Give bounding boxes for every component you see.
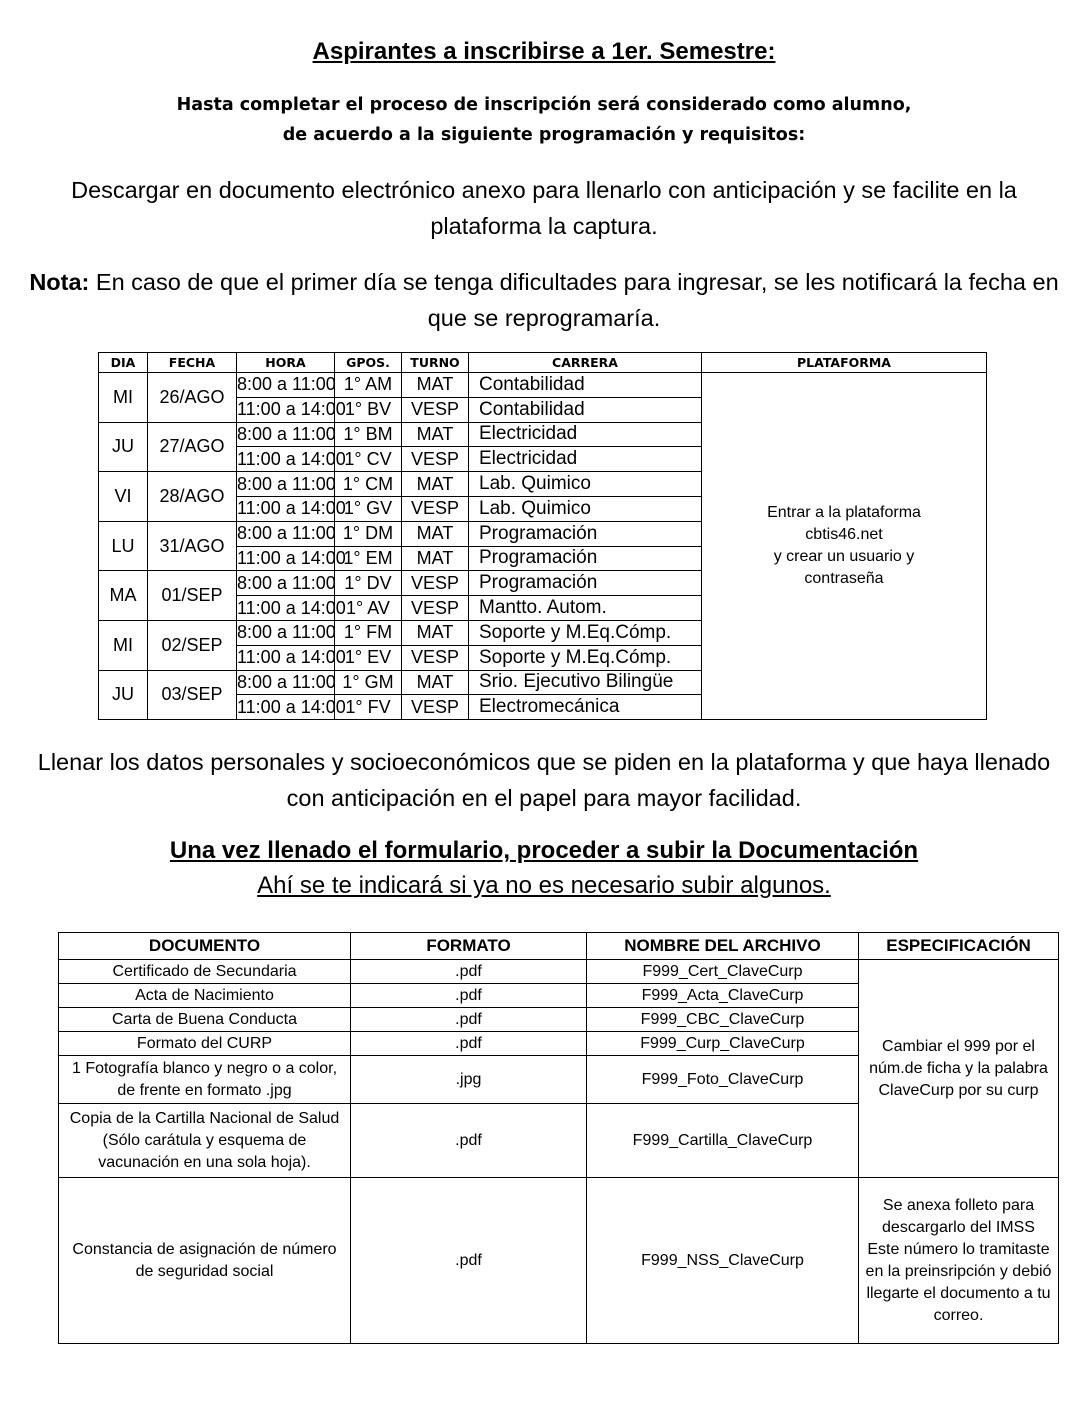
carrera-cell: Lab. Quimico (469, 496, 702, 521)
turno-cell: VESP (402, 571, 469, 596)
schedule-table (98, 352, 987, 720)
carrera-cell: Programación (469, 521, 702, 546)
turno-cell: MAT (402, 373, 469, 398)
carrera-cell: Programación (469, 546, 702, 571)
carrera-cell: Contabilidad (469, 397, 702, 422)
header-carrera: CARRERA (469, 353, 702, 373)
header-nombre-archivo: NOMBRE DEL ARCHIVO (587, 933, 859, 960)
documento-cell: Acta de Nacimiento (59, 984, 351, 1008)
schedule-header-row (99, 353, 987, 373)
documento-cell: 1 Fotografía blanco y negro o a color, de frente en formato .jpg (59, 1056, 351, 1104)
dia-cell: JU (99, 670, 148, 720)
grupo-cell: 1° EM (335, 546, 402, 571)
dia-cell: VI (99, 472, 148, 522)
fecha-cell: 02/SEP (148, 620, 237, 670)
download-instructions: Descargar en documento electrónico anexo para llenarlo con anticipación y se facilite en la plataforma la captura. (71, 177, 1017, 239)
header-especificacion: ESPECIFICACIÓN (859, 933, 1059, 960)
fecha-cell: 26/AGO (148, 373, 237, 423)
grupo-cell: 1° FM (335, 620, 402, 645)
fill-data-paragraph: Llenar los datos personales y socioeconómicos que se piden en la plataforma y que haya llenado con anticipación en el papel para mayor facilidad. (37, 749, 1051, 811)
turno-cell: MAT (402, 670, 469, 695)
carrera-cell: Srio. Ejecutivo Bilingüe (469, 670, 702, 695)
formato-cell: .pdf (351, 1032, 587, 1056)
archivo-cell: F999_Cartilla_ClaveCurp (587, 1104, 859, 1178)
upload-heading: Una vez llenado el formulario, proceder a subir la Documentación (169, 837, 919, 864)
turno-cell: VESP (402, 447, 469, 472)
grupo-cell: 1° DV (335, 571, 402, 596)
hora-cell: 8:00 a 11:00 (237, 422, 335, 447)
header-plataforma: PLATAFORMA (702, 353, 987, 373)
hora-cell: 11:00 a 14:00 (237, 397, 335, 422)
hora-cell: 8:00 a 11:00 (237, 670, 335, 695)
carrera-cell: Programación (469, 571, 702, 596)
table-row (59, 1178, 1059, 1344)
archivo-cell: F999_Foto_ClaveCurp (587, 1056, 859, 1104)
grupo-cell: 1° FV (335, 695, 402, 720)
subtitle (0, 90, 1088, 150)
documento-cell: Constancia de asignación de número de seguridad social (59, 1178, 351, 1344)
turno-cell: VESP (402, 695, 469, 720)
formato-cell: .pdf (351, 1104, 587, 1178)
fecha-cell: 03/SEP (148, 670, 237, 720)
platform-cell (702, 373, 987, 720)
documents-header-row (59, 933, 1059, 960)
documento-cell: Carta de Buena Conducta (59, 1008, 351, 1032)
grupo-cell: 1° CV (335, 447, 402, 472)
hora-cell: 11:00 a 14:00 (237, 447, 335, 472)
table-row (59, 960, 1059, 984)
turno-cell: MAT (402, 521, 469, 546)
grupo-cell: 1° BV (335, 397, 402, 422)
header-turno: TURNO (402, 353, 469, 373)
formato-cell: .pdf (351, 1008, 587, 1032)
grupo-cell: 1° GV (335, 496, 402, 521)
hora-cell: 11:00 a 14:00 (237, 496, 335, 521)
turno-cell: VESP (402, 596, 469, 621)
grupo-cell: 1° EV (335, 645, 402, 670)
fecha-cell: 31/AGO (148, 521, 237, 571)
hora-cell: 8:00 a 11:00 (237, 620, 335, 645)
fecha-cell: 01/SEP (148, 571, 237, 621)
archivo-cell: F999_NSS_ClaveCurp (587, 1178, 859, 1344)
grupo-cell: 1° AV (335, 596, 402, 621)
archivo-cell: F999_Curp_ClaveCurp (587, 1032, 859, 1056)
dia-cell: MI (99, 620, 148, 670)
turno-cell: VESP (402, 496, 469, 521)
formato-cell: .pdf (351, 1178, 587, 1344)
turno-cell: VESP (402, 397, 469, 422)
upload-subheading: Ahí se te indicará si ya no es necesario subir algunos. (257, 872, 831, 899)
carrera-cell: Mantto. Autom. (469, 596, 702, 621)
header-dia: DIA (99, 353, 148, 373)
turno-cell: MAT (402, 422, 469, 447)
archivo-cell: F999_CBC_ClaveCurp (587, 1008, 859, 1032)
hora-cell: 8:00 a 11:00 (237, 373, 335, 398)
documents-table (58, 932, 1059, 1344)
carrera-cell: Contabilidad (469, 373, 702, 398)
spec-cell: Cambiar el 999 por el núm.de ficha y la palabra ClaveCurp por su curp (859, 960, 1059, 1178)
carrera-cell: Lab. Quimico (469, 472, 702, 497)
header-formato: FORMATO (351, 933, 587, 960)
hora-cell: 8:00 a 11:00 (237, 472, 335, 497)
grupo-cell: 1° DM (335, 521, 402, 546)
turno-cell: MAT (402, 620, 469, 645)
platform-line-4: contraseña (804, 570, 884, 588)
archivo-cell: F999_Acta_ClaveCurp (587, 984, 859, 1008)
fecha-cell: 28/AGO (148, 472, 237, 522)
grupo-cell: 1° AM (335, 373, 402, 398)
grupo-cell: 1° BM (335, 422, 402, 447)
note-label: Nota: (29, 269, 90, 295)
grupo-cell: 1° CM (335, 472, 402, 497)
dia-cell: MA (99, 571, 148, 621)
formato-cell: .jpg (351, 1056, 587, 1104)
subtitle-line-2: de acuerdo a la siguiente programación y requisitos: (282, 125, 806, 145)
carrera-cell: Electricidad (469, 422, 702, 447)
turno-cell: VESP (402, 645, 469, 670)
turno-cell: MAT (402, 546, 469, 571)
header-fecha: FECHA (148, 353, 237, 373)
dia-cell: MI (99, 373, 148, 423)
carrera-cell: Electricidad (469, 447, 702, 472)
note-text: En caso de que el primer día se tenga dificultades para ingresar, se les notificará la fecha en que se reprogramaría. (89, 269, 1059, 331)
fecha-cell: 27/AGO (148, 422, 237, 472)
table-row (99, 373, 987, 398)
hora-cell: 11:00 a 14:00 (237, 546, 335, 571)
note-paragraph (20, 264, 1068, 336)
platform-line-1: Entrar a la plataforma (767, 504, 921, 522)
dia-cell: LU (99, 521, 148, 571)
formato-cell: .pdf (351, 984, 587, 1008)
carrera-cell: Soporte y M.Eq.Cómp. (469, 620, 702, 645)
turno-cell: MAT (402, 472, 469, 497)
spec-nss-cell: Se anexa folleto para descargarlo del IMSS Este número lo tramitaste en la preinsripción y debió llegarte el documento a tu correo. (859, 1178, 1059, 1344)
hora-cell: 11:00 a 14:00 (237, 645, 335, 670)
documento-cell: Certificado de Secundaria (59, 960, 351, 984)
platform-link: cbtis46.net (805, 526, 883, 544)
hora-cell: 8:00 a 11:00 (237, 521, 335, 546)
carrera-cell: Soporte y M.Eq.Cómp. (469, 645, 702, 670)
documento-cell: Formato del CURP (59, 1032, 351, 1056)
hora-cell: 11:00 a 14:00 (237, 596, 335, 621)
formato-cell: .pdf (351, 960, 587, 984)
platform-line-3: y crear un usuario y (773, 548, 915, 566)
archivo-cell: F999_Cert_ClaveCurp (587, 960, 859, 984)
header-documento: DOCUMENTO (59, 933, 351, 960)
header-gpos: GPOS. (335, 353, 402, 373)
dia-cell: JU (99, 422, 148, 472)
documento-cell: Copia de la Cartilla Nacional de Salud (Sólo carátula y esquema de vacunación en una sola hoja). (59, 1104, 351, 1178)
hora-cell: 8:00 a 11:00 (237, 571, 335, 596)
carrera-cell: Electromecánica (469, 695, 702, 720)
grupo-cell: 1° GM (335, 670, 402, 695)
subtitle-line-1: Hasta completar el proceso de inscripción será considerado como alumno, (176, 95, 912, 115)
hora-cell: 11:00 a 14:00 (237, 695, 335, 720)
header-hora: HORA (237, 353, 335, 373)
page-title: Aspirantes a inscribirse a 1er. Semestre: (312, 38, 776, 65)
